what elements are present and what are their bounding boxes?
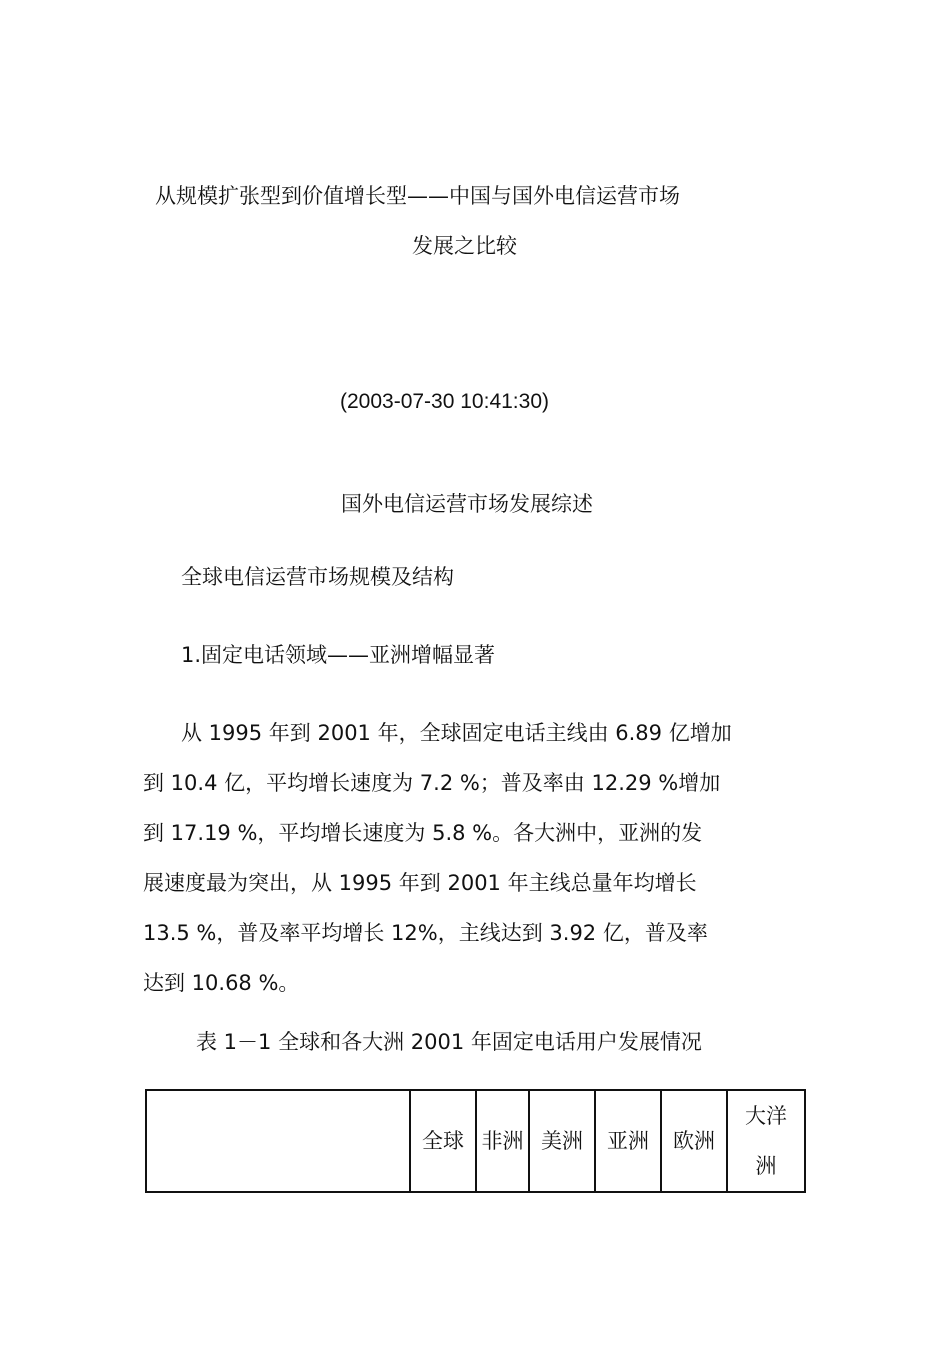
paragraph-line: 到 17.19 %，平均增长速度为 5.8 %。各大洲中，亚洲的发 [143,821,703,845]
header-cell-europe: 欧洲 [661,1090,727,1192]
publish-date: (2003-07-30 10:41:30) [340,390,549,413]
data-table [145,1089,806,1193]
item-heading: 1.固定电话领域——亚洲增幅显著 [181,643,496,667]
subheading: 全球电信运营市场规模及结构 [181,565,454,589]
header-cell-africa: 非洲 [476,1090,529,1192]
header-cell-oceania-line-2: 洲 [755,1154,777,1178]
paragraph-line: 展速度最为突出，从 1995 年到 2001 年主线总量年均增长 [143,871,697,895]
header-cell-global: 全球 [410,1090,476,1192]
paragraph-line: 到 10.4 亿，平均增长速度为 7.2 %；普及率由 12.29 %增加 [143,771,721,795]
paragraph-line: 13.5 %，普及率平均增长 12%，主线达到 3.92 亿，普及率 [143,921,708,945]
table-caption: 表 1－1 全球和各大洲 2001 年固定电话用户发展情况 [196,1030,702,1054]
header-cell-asia: 亚洲 [595,1090,661,1192]
title-line-2: 发展之比较 [412,234,517,258]
body-paragraph [143,708,803,1008]
title-line-1: 从规模扩张型到价值增长型——中国与国外电信运营市场 [155,184,680,208]
header-cell-americas: 美洲 [529,1090,595,1192]
paragraph-line: 达到 10.68 %。 [143,971,300,995]
header-cell-oceania [727,1090,805,1192]
header-cell-blank [146,1090,410,1192]
table-header-row [146,1090,805,1192]
paragraph-line: 从 1995 年到 2001 年，全球固定电话主线由 6.89 亿增加 [181,721,732,745]
header-cell-oceania-line-1: 大洋 [745,1104,787,1128]
section-heading: 国外电信运营市场发展综述 [341,492,593,516]
